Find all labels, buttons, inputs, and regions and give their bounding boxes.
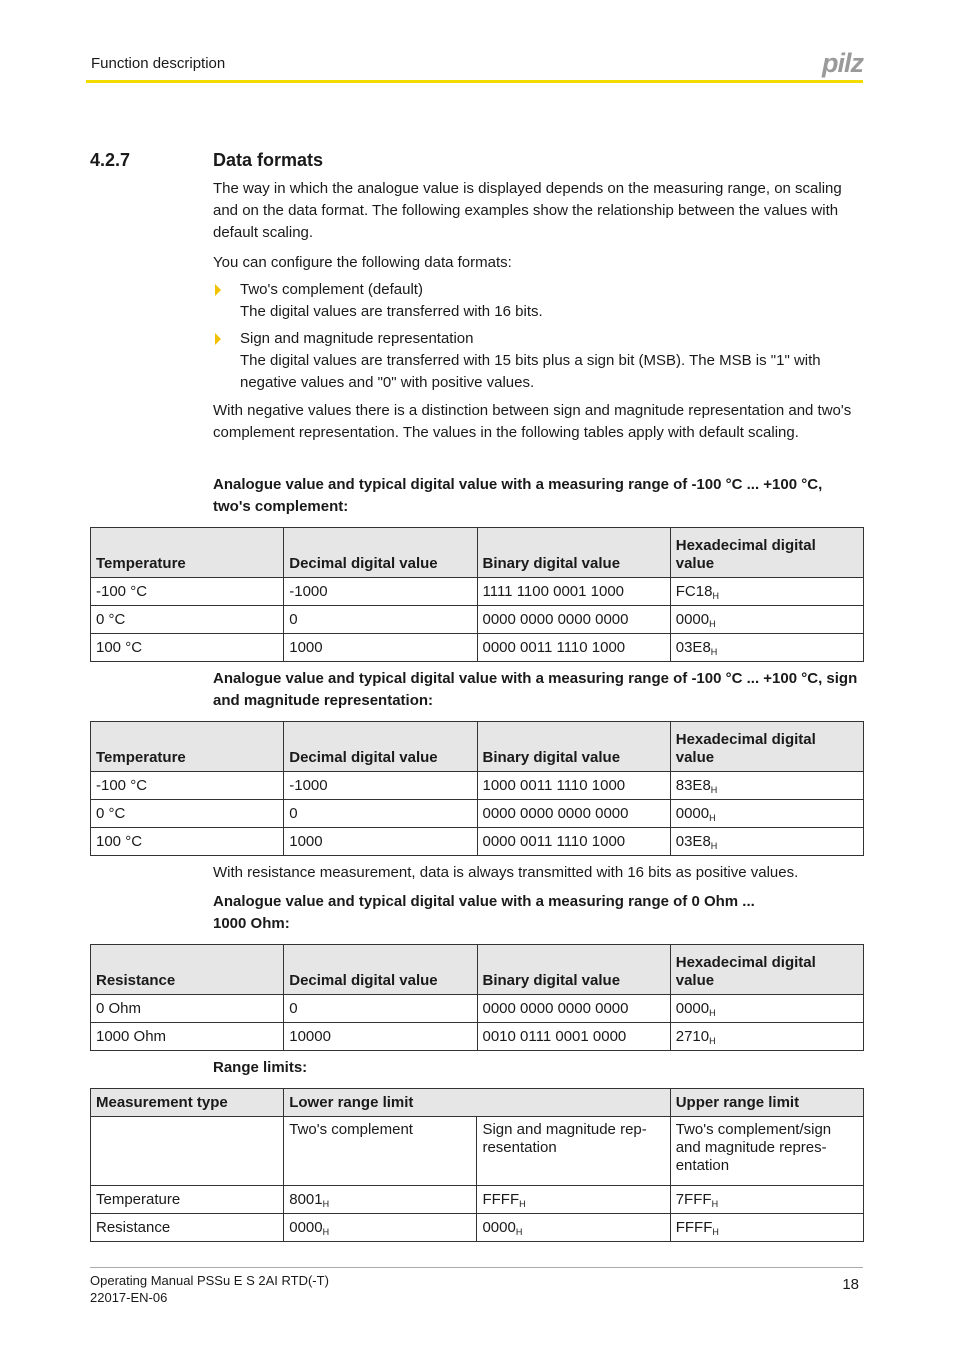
table-row (91, 1214, 864, 1242)
intro-text: The way in which the analogue value is displayed depends on the measuring range, on scaling and on the data format. The following examples show the relationship between the values with default scaling. (213, 180, 842, 241)
intro-paragraph (213, 178, 863, 244)
table3-caption: Analogue value and typical digital value with a measuring range of 0 Ohm ... 1000 Ohm: (213, 893, 755, 932)
table-row (91, 1023, 864, 1051)
table1-caption: Analogue value and typical digital value with a measuring range of -100 °C ... +100 °C, two's complement: (213, 476, 823, 515)
table-row (91, 828, 864, 856)
bullet-arrow-icon (215, 284, 221, 296)
column-header: Resistance (91, 945, 284, 995)
table-cell: 100 °C (91, 828, 284, 856)
footer-info (90, 1272, 329, 1306)
table-cell: Resistance (91, 1214, 284, 1242)
table-cell: 0000 0000 0000 0000 (477, 606, 670, 634)
bullet-arrow-icon (215, 333, 221, 345)
table-cell: $0000_H$ (670, 606, 863, 634)
table-cell: $83E8_H$ (670, 772, 863, 800)
section-title: Data formats (213, 150, 324, 170)
table-cell: 0000 0000 0000 0000 (477, 800, 670, 828)
range-limits-table (90, 1088, 864, 1242)
table-row (91, 606, 864, 634)
table-cell: 100 °C (91, 634, 284, 662)
table-cell: 0 (284, 800, 477, 828)
table-cell: 0000 0000 0000 0000 (477, 995, 670, 1023)
table-row (91, 1186, 864, 1214)
column-header: Decimal digital value (284, 528, 477, 578)
pilz-logo: pilz (822, 48, 863, 78)
table-row (91, 995, 864, 1023)
column-header: Hexadecimal digital value (670, 945, 863, 995)
page-header (90, 48, 863, 82)
column-header: Lower range limit (284, 1089, 670, 1117)
sign-magnitude-table (90, 721, 864, 856)
table-cell: $0000_H$ (670, 995, 863, 1023)
table-cell: -100 °C (91, 578, 284, 606)
column-header: Binary digital value (477, 722, 670, 772)
list-item (213, 328, 863, 394)
table-cell: $03E8_H$ (670, 828, 863, 856)
table-cell: $2710_H$ (670, 1023, 863, 1051)
doc-number: 22017-EN-06 (90, 1290, 168, 1305)
formats-intro (213, 252, 863, 274)
table-row (91, 578, 864, 606)
list-item (213, 279, 863, 323)
table-cell (91, 1117, 284, 1186)
table-cell: 0 (284, 995, 477, 1023)
column-header: Temperature (91, 722, 284, 772)
table-cell: 10000 (284, 1023, 477, 1051)
range-limits-caption: Range limits: (213, 1059, 308, 1076)
table-cell: $0000_H$ (284, 1214, 477, 1242)
bullet-desc: The digital values are transferred with 16 bits. (240, 303, 543, 320)
manual-title: Operating Manual PSSu E S 2AI RTD(-T) (90, 1273, 329, 1288)
table-cell: $03E8_H$ (670, 634, 863, 662)
table-cell: 0 °C (91, 800, 284, 828)
table-cell: 0 °C (91, 606, 284, 634)
table-cell: Two's complement (284, 1117, 477, 1186)
column-header: Binary digital value (477, 945, 670, 995)
header-title: Function description (91, 55, 226, 72)
footer-divider (90, 1267, 863, 1268)
column-header: Temperature (91, 528, 284, 578)
resistance-note: With resistance measurement, data is always transmitted with 16 bits as positive values. (213, 864, 799, 881)
bullet-title: Sign and magnitude representation (240, 330, 474, 347)
table-cell: -1000 (284, 772, 477, 800)
table-cell: 1000 Ohm (91, 1023, 284, 1051)
formats-intro-text: You can configure the following data formats: (213, 254, 512, 271)
table-cell: $FFFF_H$ (477, 1186, 670, 1214)
table-cell: 0000 0011 1110 1000 (477, 634, 670, 662)
page-number: 18 (842, 1276, 859, 1293)
table-cell: 0010 0111 0001 0000 (477, 1023, 670, 1051)
table-cell: 1000 (284, 634, 477, 662)
bullet-title: Two's complement (default) (240, 281, 423, 298)
column-header: Decimal digital value (284, 722, 477, 772)
table2-caption: Analogue value and typical digital value with a measuring range of -100 °C ... +100 °C, sign and magnitude representation: (213, 670, 858, 709)
table-cell: 0 Ohm (91, 995, 284, 1023)
table-cell: 1000 (284, 828, 477, 856)
column-header: Hexadecimal digital value (670, 528, 863, 578)
table-cell: $7FFF_H$ (670, 1186, 863, 1214)
table-cell: $FC18_H$ (670, 578, 863, 606)
column-header: Binary digital value (477, 528, 670, 578)
table-cell: 1000 0011 1110 1000 (477, 772, 670, 800)
table-row (91, 800, 864, 828)
table-cell: 0 (284, 606, 477, 634)
table-row (91, 634, 864, 662)
table-cell: 1111 1100 0001 1000 (477, 578, 670, 606)
column-header: Measurement type (91, 1089, 284, 1117)
table-row (91, 1117, 864, 1186)
column-header: Hexadecimal digital value (670, 722, 863, 772)
table-cell: $FFFF_H$ (670, 1214, 863, 1242)
table-cell: $0000_H$ (670, 800, 863, 828)
table-cell: Sign and magnitude representation (477, 1117, 670, 1186)
table-cell: 0000 0011 1110 1000 (477, 828, 670, 856)
table-cell: -1000 (284, 578, 477, 606)
table-cell: -100 °C (91, 772, 284, 800)
bullet-desc: The digital values are transferred with 15 bits plus a sign bit (MSB). The MSB is "1" with negative values and "0" with positive values. (240, 352, 821, 391)
table-cell: $0000_H$ (477, 1214, 670, 1242)
table-cell: Temperature (91, 1186, 284, 1214)
table-cell: Two's complement/sign and magnitude representation (670, 1117, 863, 1186)
table-row (91, 772, 864, 800)
header-divider (86, 80, 863, 83)
section-number: 4.2.7 (90, 150, 131, 170)
negative-values-paragraph (213, 400, 863, 444)
twos-complement-table (90, 527, 864, 662)
table-cell: $8001_H$ (284, 1186, 477, 1214)
column-header: Decimal digital value (284, 945, 477, 995)
resistance-table (90, 944, 864, 1051)
column-header: Upper range limit (670, 1089, 863, 1117)
negative-values-text: With negative values there is a distinction between sign and magnitude representation and two's complement representation. The values in the following tables apply with default scaling. (213, 402, 852, 441)
